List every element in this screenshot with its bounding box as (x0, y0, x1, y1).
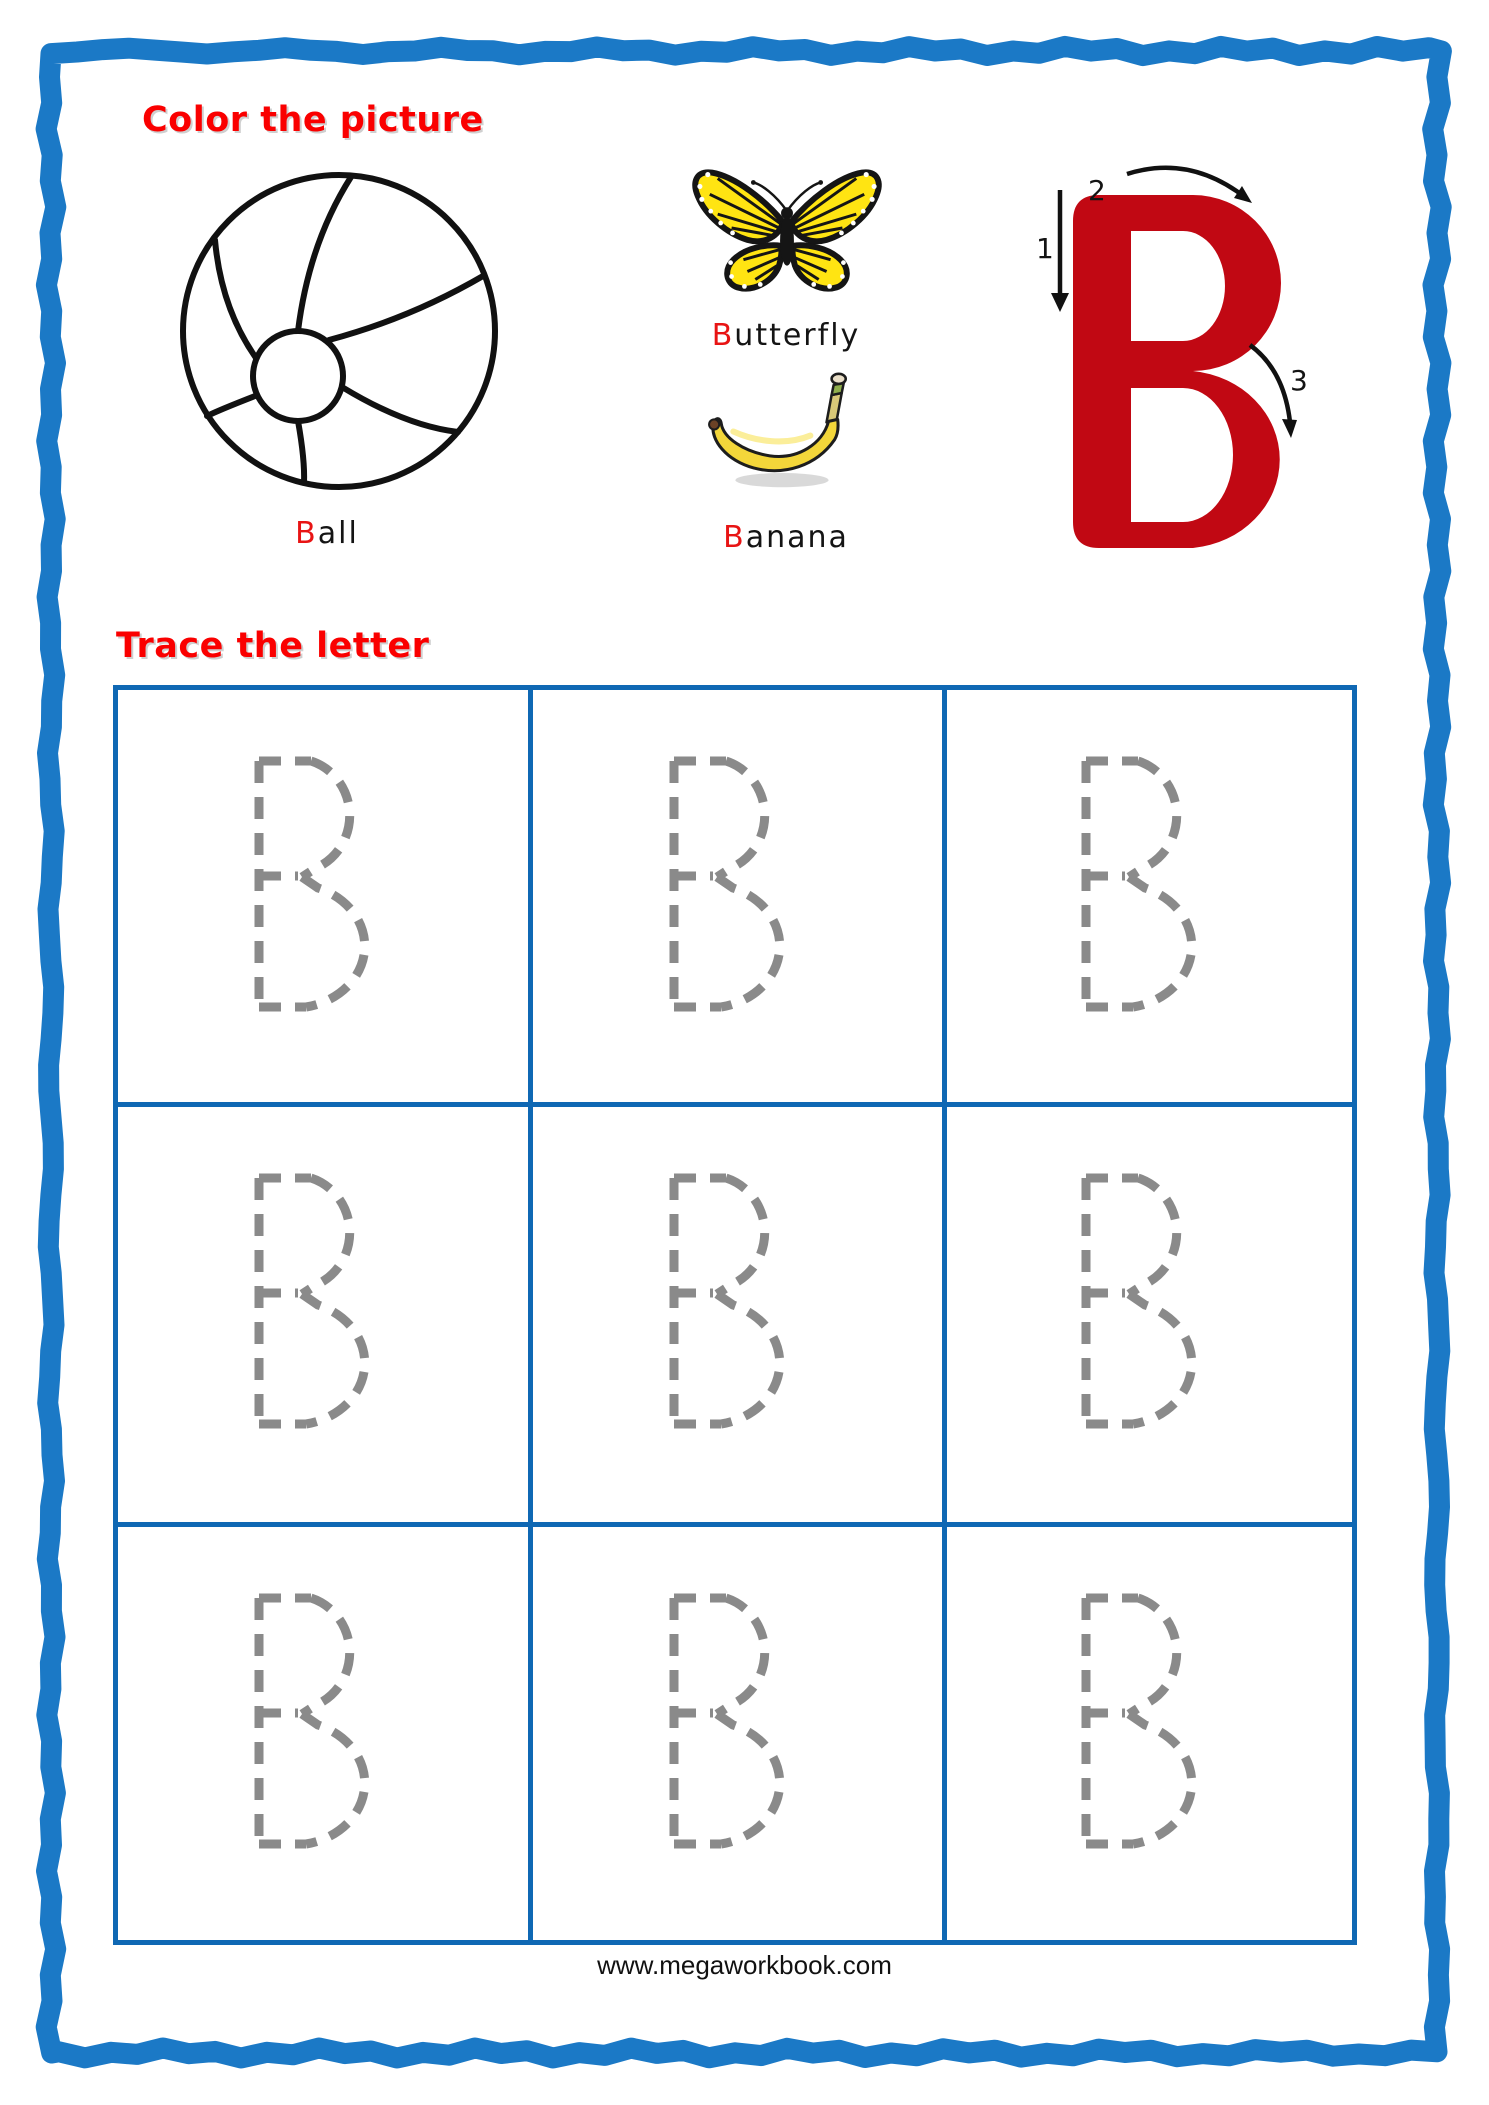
stroke-number-1: 1 (1036, 232, 1054, 265)
banana-label (723, 520, 849, 555)
trace-letter-outline (254, 756, 404, 1014)
stroke-number-2: 2 (1088, 174, 1106, 207)
trace-letter-outline (254, 1173, 404, 1431)
banana-image (703, 366, 865, 494)
butterfly-label (712, 318, 861, 353)
banana-label-rest: anana (745, 520, 849, 555)
trace-cell (947, 1527, 1352, 1940)
trace-cell (947, 690, 1352, 1107)
trace-letter-outline (1081, 1173, 1231, 1431)
trace-letter-outline (254, 1593, 404, 1851)
trace-cell (118, 1527, 533, 1940)
trace-letter-outline (669, 756, 819, 1014)
butterfly-image (688, 150, 886, 302)
letter-stroke-guide (1020, 160, 1320, 590)
red-letter-b (1073, 195, 1281, 548)
heading-trace-letter: Trace the letter (116, 626, 430, 666)
trace-letter-outline (1081, 1593, 1231, 1851)
ball-label (295, 516, 359, 551)
butterfly-label-rest: utterfly (734, 318, 861, 353)
trace-cell (947, 1107, 1352, 1527)
banana-label-first-letter: B (723, 520, 746, 555)
stroke-number-3: 3 (1290, 364, 1308, 397)
trace-cell (118, 1107, 533, 1527)
trace-cell (533, 1107, 947, 1527)
trace-grid (113, 685, 1357, 1945)
trace-letter-outline (1081, 756, 1231, 1014)
trace-cell (533, 690, 947, 1107)
ball-label-first-letter: B (295, 516, 318, 551)
trace-letter-outline (669, 1593, 819, 1851)
footer-url: www.megaworkbook.com (597, 1950, 892, 1980)
ball-label-rest: all (317, 516, 359, 551)
ball-image (171, 168, 509, 506)
trace-cell (533, 1527, 947, 1940)
trace-letter-outline (669, 1173, 819, 1431)
butterfly-label-first-letter: B (711, 318, 735, 353)
heading-color-picture: Color the picture (142, 100, 484, 140)
trace-cell (118, 690, 533, 1107)
